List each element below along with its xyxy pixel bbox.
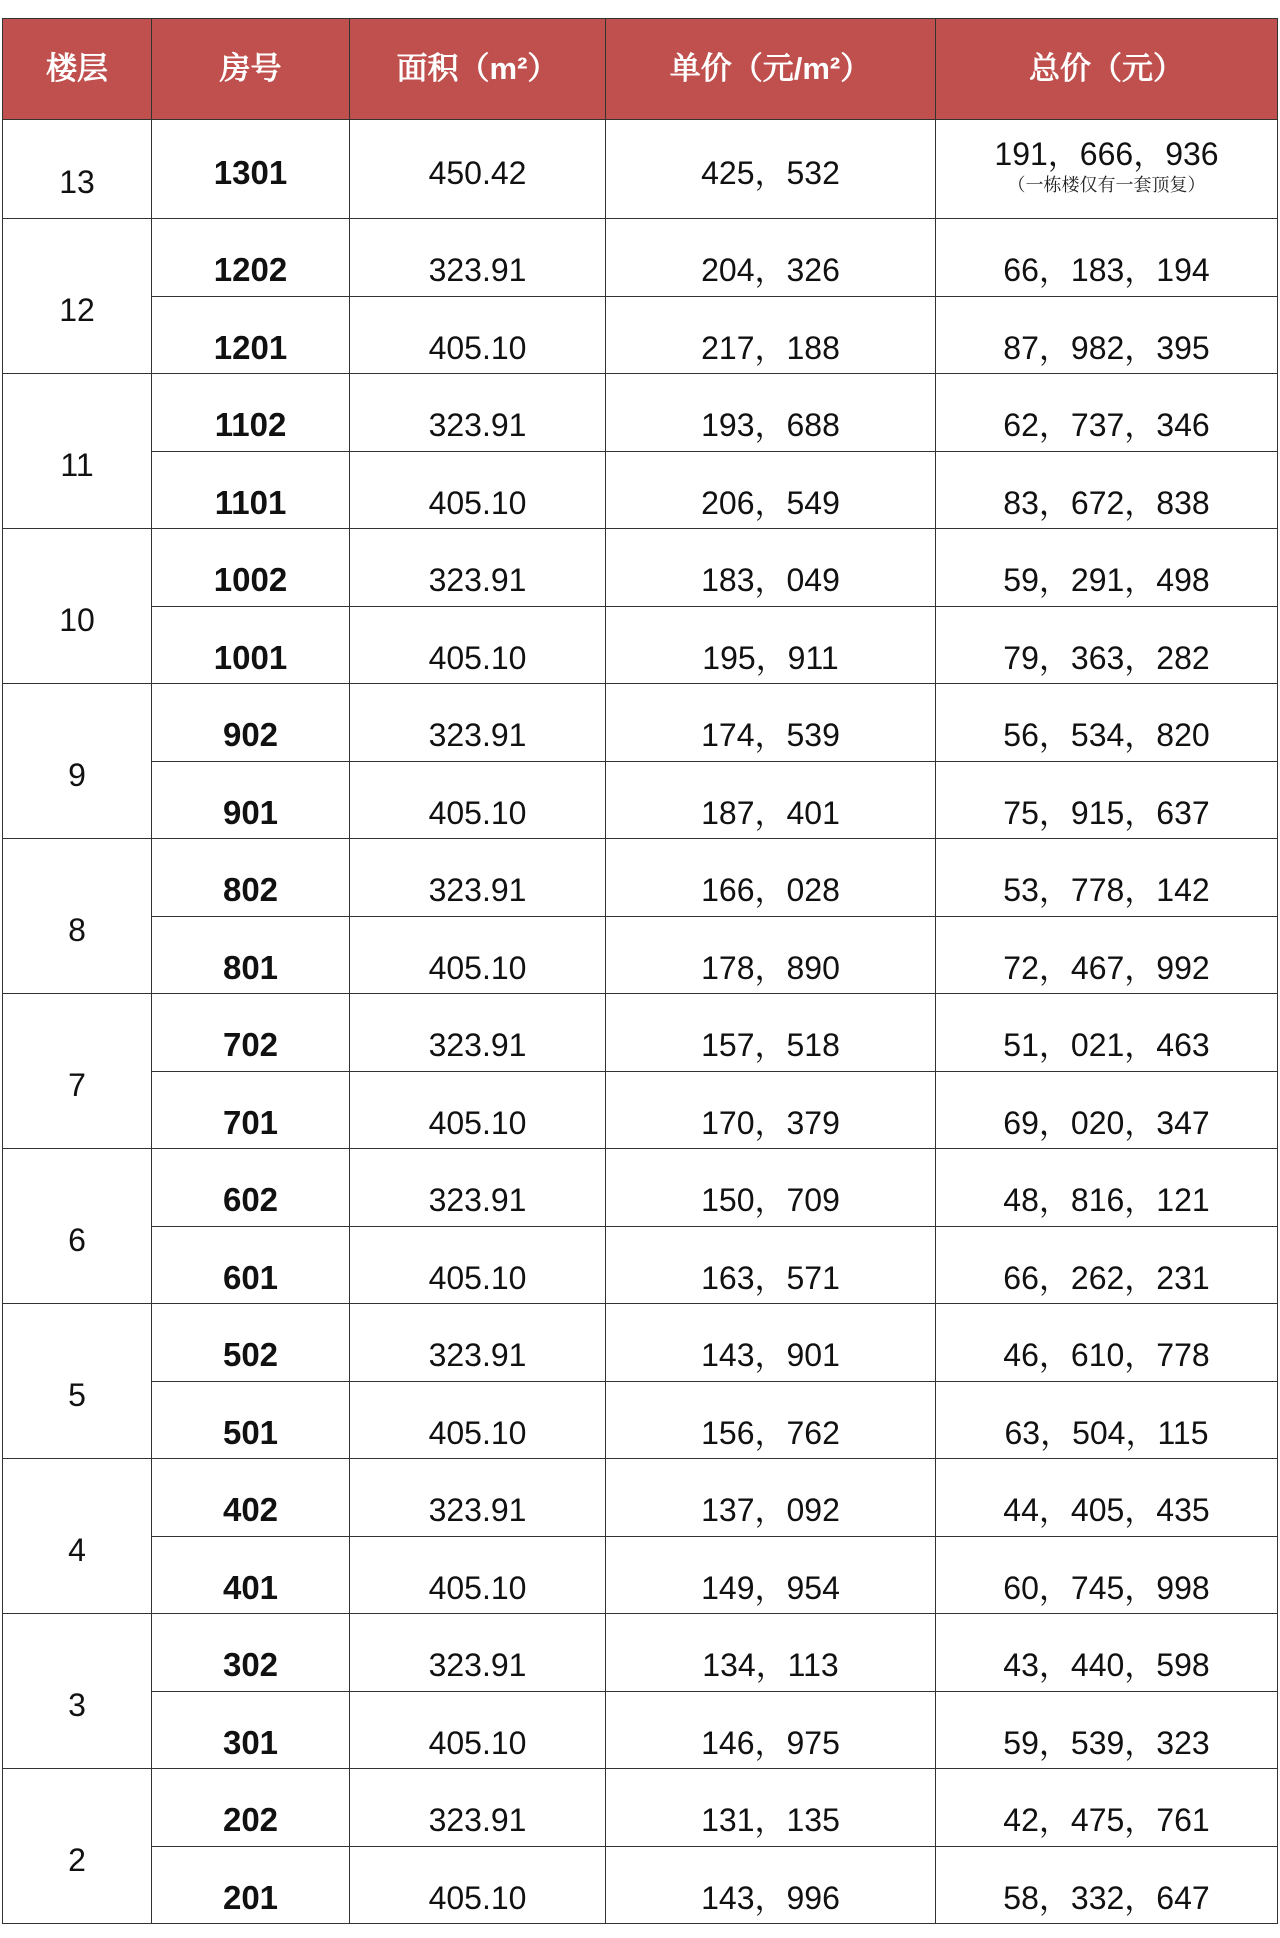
table-row (3, 1769, 1278, 1847)
area-cell: 405.10 (350, 1381, 606, 1459)
room-cell: 1001 (152, 606, 350, 684)
total-price-cell: 48，816，121 (936, 1149, 1278, 1227)
room-cell: 602 (152, 1149, 350, 1227)
table-row (3, 296, 1278, 374)
unit-price-cell: 195，911 (606, 606, 936, 684)
header-total-price: 总价（元） (936, 19, 1278, 120)
area-cell: 450.42 (350, 120, 606, 219)
unit-price-cell: 187，401 (606, 761, 936, 839)
table-row (3, 1846, 1278, 1924)
floor-cell: 8 (3, 839, 152, 994)
table-row (3, 120, 1278, 219)
total-price-cell: 51，021，463 (936, 994, 1278, 1072)
table-row (3, 1149, 1278, 1227)
unit-price-cell: 149，954 (606, 1536, 936, 1614)
table-row (3, 1459, 1278, 1537)
room-cell: 1301 (152, 120, 350, 219)
table-row (3, 994, 1278, 1072)
table-row (3, 1691, 1278, 1769)
room-cell: 701 (152, 1071, 350, 1149)
total-price-cell: 46，610，778 (936, 1304, 1278, 1382)
unit-price-cell: 178，890 (606, 916, 936, 994)
unit-price-cell: 143，996 (606, 1846, 936, 1924)
unit-price-cell: 131，135 (606, 1769, 936, 1847)
room-cell: 1002 (152, 529, 350, 607)
floor-cell: 10 (3, 529, 152, 684)
total-price-cell: 44，405，435 (936, 1459, 1278, 1537)
area-cell: 323.91 (350, 1769, 606, 1847)
total-price-cell: 72，467，992 (936, 916, 1278, 994)
total-price-cell: 43，440，598 (936, 1614, 1278, 1692)
header-unit-price: 单价（元/m²） (606, 19, 936, 120)
header-area: 面积（m²） (350, 19, 606, 120)
room-cell: 1201 (152, 296, 350, 374)
total-price-cell: 56，534，820 (936, 684, 1278, 762)
area-cell: 323.91 (350, 684, 606, 762)
room-cell: 801 (152, 916, 350, 994)
total-price-cell: 66，183，194 (936, 219, 1278, 297)
room-cell: 901 (152, 761, 350, 839)
unit-price-cell: 204，326 (606, 219, 936, 297)
area-cell: 405.10 (350, 1846, 606, 1924)
total-price-cell: 42，475，761 (936, 1769, 1278, 1847)
table-row (3, 839, 1278, 917)
table-row (3, 1381, 1278, 1459)
table-row (3, 374, 1278, 452)
table-row (3, 684, 1278, 762)
table-row (3, 761, 1278, 839)
total-price-cell (936, 120, 1278, 219)
total-price-cell: 79，363，282 (936, 606, 1278, 684)
total-price-cell: 59，291，498 (936, 529, 1278, 607)
header-floor: 楼层 (3, 19, 152, 120)
floor-cell: 11 (3, 374, 152, 529)
area-cell: 323.91 (350, 1304, 606, 1382)
area-cell: 323.91 (350, 1149, 606, 1227)
unit-price-cell: 183，049 (606, 529, 936, 607)
unit-price-cell: 217，188 (606, 296, 936, 374)
area-cell: 323.91 (350, 839, 606, 917)
total-price-cell: 87，982，395 (936, 296, 1278, 374)
header-row (3, 19, 1278, 120)
unit-price-cell: 137，092 (606, 1459, 936, 1537)
unit-price-cell: 163，571 (606, 1226, 936, 1304)
floor-cell: 7 (3, 994, 152, 1149)
area-cell: 405.10 (350, 1691, 606, 1769)
unit-price-cell: 157，518 (606, 994, 936, 1072)
area-cell: 405.10 (350, 1536, 606, 1614)
room-cell: 202 (152, 1769, 350, 1847)
unit-price-cell: 193，688 (606, 374, 936, 452)
table-row (3, 1614, 1278, 1692)
total-price-cell: 63，504，115 (936, 1381, 1278, 1459)
total-price-cell: 58，332，647 (936, 1846, 1278, 1924)
total-price-cell: 69，020，347 (936, 1071, 1278, 1149)
table-row (3, 1304, 1278, 1382)
table-row (3, 219, 1278, 297)
unit-price-cell: 134，113 (606, 1614, 936, 1692)
table-row (3, 916, 1278, 994)
room-cell: 1202 (152, 219, 350, 297)
unit-price-cell: 156，762 (606, 1381, 936, 1459)
table-row (3, 1226, 1278, 1304)
room-cell: 902 (152, 684, 350, 762)
area-cell: 323.91 (350, 529, 606, 607)
room-cell: 1101 (152, 451, 350, 529)
table-row (3, 1536, 1278, 1614)
room-cell: 502 (152, 1304, 350, 1382)
table-row (3, 1071, 1278, 1149)
total-price-cell: 83，672，838 (936, 451, 1278, 529)
room-cell: 802 (152, 839, 350, 917)
room-cell: 702 (152, 994, 350, 1072)
floor-cell: 9 (3, 684, 152, 839)
area-cell: 405.10 (350, 761, 606, 839)
unit-price-cell: 170，379 (606, 1071, 936, 1149)
floor-cell: 4 (3, 1459, 152, 1614)
area-cell: 323.91 (350, 374, 606, 452)
floor-cell: 13 (3, 120, 152, 219)
area-cell: 405.10 (350, 1071, 606, 1149)
area-cell: 323.91 (350, 994, 606, 1072)
unit-price-cell: 425，532 (606, 120, 936, 219)
area-cell: 405.10 (350, 606, 606, 684)
unit-price-cell: 143，901 (606, 1304, 936, 1382)
room-cell: 1102 (152, 374, 350, 452)
table-row (3, 451, 1278, 529)
total-price-cell: 59，539，323 (936, 1691, 1278, 1769)
unit-price-cell: 166，028 (606, 839, 936, 917)
table-body (3, 120, 1278, 1924)
total-price-cell: 75，915，637 (936, 761, 1278, 839)
area-cell: 405.10 (350, 296, 606, 374)
room-cell: 201 (152, 1846, 350, 1924)
total-price-cell: 66，262，231 (936, 1226, 1278, 1304)
area-cell: 405.10 (350, 451, 606, 529)
total-price-cell: 60，745，998 (936, 1536, 1278, 1614)
header-room: 房号 (152, 19, 350, 120)
unit-price-cell: 146，975 (606, 1691, 936, 1769)
room-cell: 301 (152, 1691, 350, 1769)
area-cell: 405.10 (350, 1226, 606, 1304)
floor-cell: 12 (3, 219, 152, 374)
total-price-note: （一栋楼仅有一套顶复） (1007, 175, 1206, 195)
unit-price-cell: 174，539 (606, 684, 936, 762)
floor-cell: 2 (3, 1769, 152, 1924)
room-cell: 401 (152, 1536, 350, 1614)
area-cell: 405.10 (350, 916, 606, 994)
table-row (3, 529, 1278, 607)
table-row (3, 606, 1278, 684)
room-cell: 302 (152, 1614, 350, 1692)
area-cell: 323.91 (350, 1614, 606, 1692)
area-cell: 323.91 (350, 1459, 606, 1537)
room-cell: 501 (152, 1381, 350, 1459)
floor-cell: 6 (3, 1149, 152, 1304)
unit-price-cell: 206，549 (606, 451, 936, 529)
room-cell: 402 (152, 1459, 350, 1537)
area-cell: 323.91 (350, 219, 606, 297)
table-header (3, 19, 1278, 120)
total-price-cell: 62，737，346 (936, 374, 1278, 452)
price-table (2, 18, 1278, 1924)
total-price-cell: 53，778，142 (936, 839, 1278, 917)
floor-cell: 3 (3, 1614, 152, 1769)
unit-price-cell: 150，709 (606, 1149, 936, 1227)
floor-cell: 5 (3, 1304, 152, 1459)
total-price-value: 191，666，936 (994, 136, 1219, 172)
room-cell: 601 (152, 1226, 350, 1304)
